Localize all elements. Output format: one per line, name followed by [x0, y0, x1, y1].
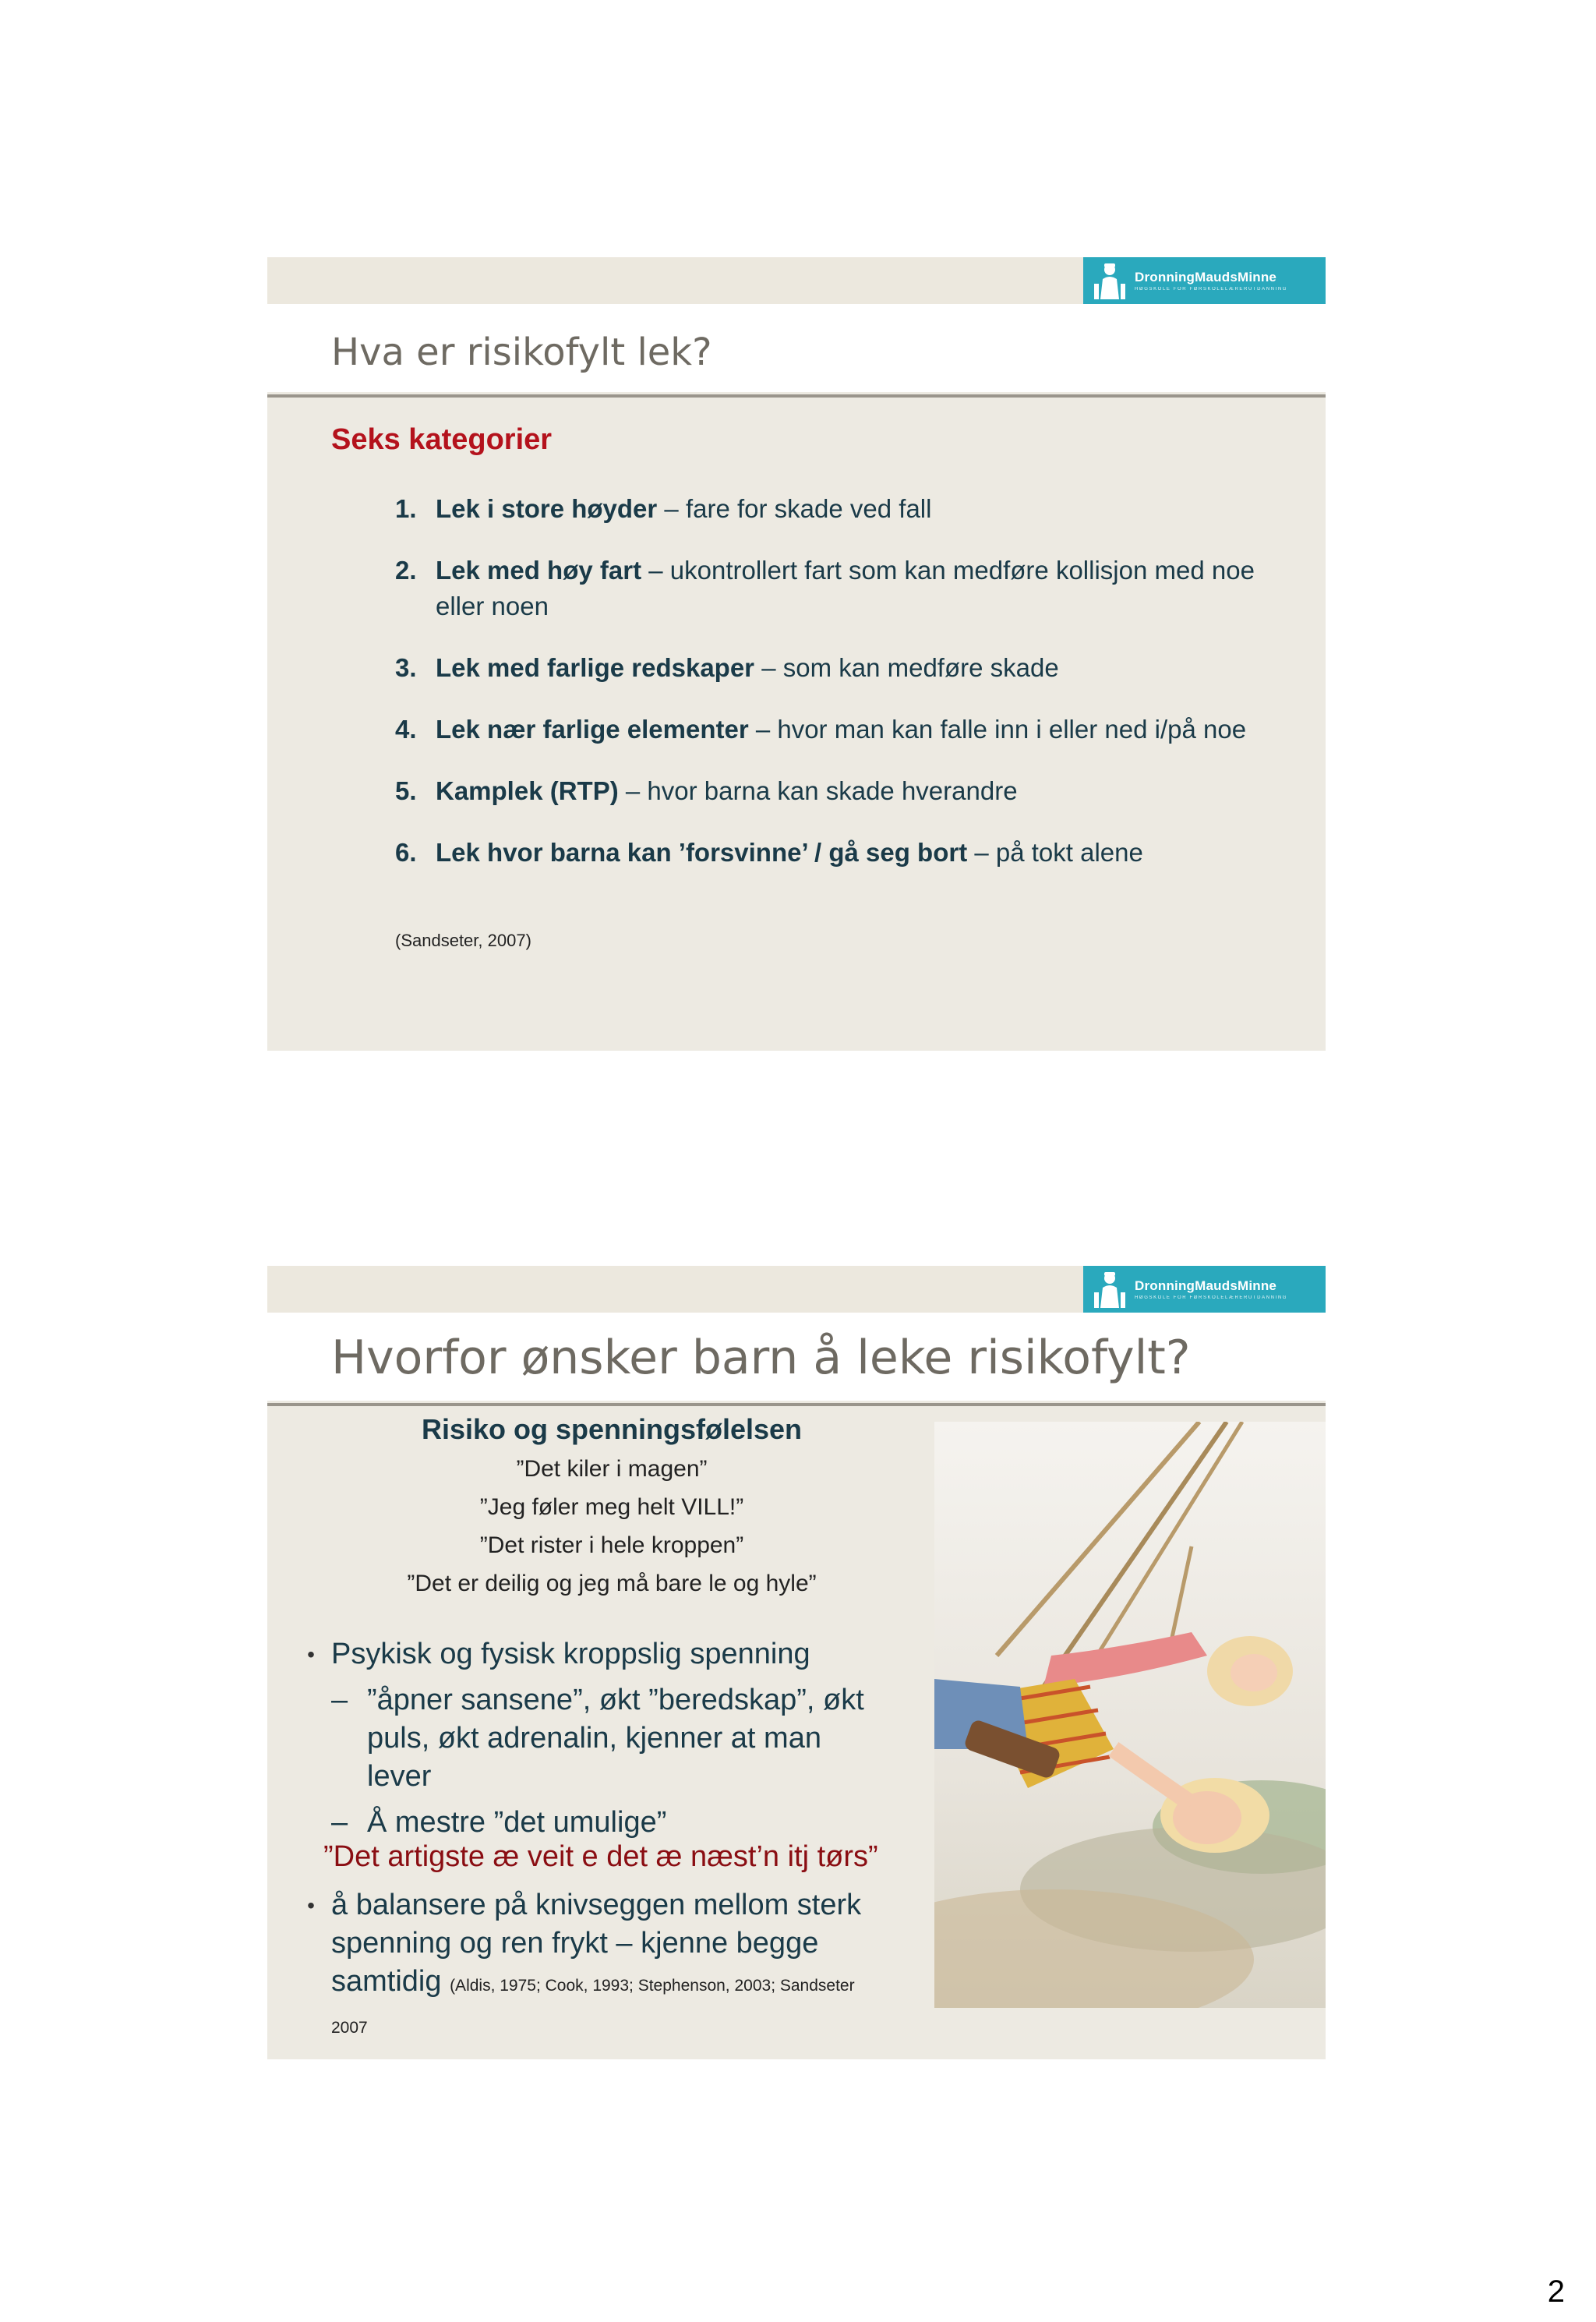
item-title: Lek nær farlige elementer — [436, 715, 749, 744]
title-divider — [267, 394, 1326, 398]
subheading: Risiko og spenningsfølelsen — [421, 1413, 803, 1445]
list-item — [395, 491, 1276, 527]
list-item — [395, 773, 1276, 809]
slide-2 — [267, 1266, 1326, 2059]
sub-bullet-item — [331, 1804, 891, 1842]
dash-icon: – — [331, 1684, 348, 1716]
child-quote: ”Jeg føler meg helt VILL!” — [479, 1494, 744, 1520]
logo-name: DronningMaudsMinne — [1135, 1278, 1277, 1293]
children-on-swing-photo — [934, 1422, 1326, 2008]
slide-1 — [267, 257, 1326, 1051]
item-description: – ukontrollert fart som kan medføre kollisjon med noe eller noen — [436, 556, 1255, 620]
bullet-item — [291, 1886, 891, 2047]
bullet-list-2 — [291, 1886, 891, 2047]
highlight-quote: ”Det artigste æ veit e det æ næst’n itj tørs” — [323, 1840, 878, 1873]
bullet-list-1 — [291, 1635, 891, 1842]
dash-icon: – — [331, 1806, 348, 1839]
citation: (Sandseter, 2007) — [395, 931, 531, 950]
item-description: – hvor man kan falle inn i eller ned i/på noe — [748, 715, 1247, 744]
logo-subtitle: HØGSKOLE FOR FØRSKOLELÆRERUTDANNING — [1135, 287, 1288, 292]
item-number: 5. — [395, 776, 417, 805]
child-quote: ”Det kiler i magen” — [516, 1456, 708, 1482]
item-number: 1. — [395, 494, 417, 523]
bullet-text: å balansere på knivseggen mellom sterk spenning og ren frykt – kjenne begge samtidig — [331, 1889, 862, 1998]
logo-subtitle: HØGSKOLE FOR FØRSKOLELÆRERUTDANNING — [1135, 1295, 1288, 1300]
item-title: Lek med farlige redskaper — [436, 653, 755, 682]
logo-figure-icon — [1089, 260, 1130, 301]
slide-title: Hvorfor ønsker barn å leke risikofylt? — [331, 1331, 1191, 1385]
item-number: 3. — [395, 653, 417, 682]
logo-dronning-mauds-minne — [1083, 1266, 1326, 1313]
item-title: Lek i store høyder — [436, 494, 658, 523]
sub-bullet-text: Å mestre ”det umulige” — [367, 1806, 667, 1839]
item-description: – som kan medføre skade — [754, 653, 1059, 682]
list-item — [395, 712, 1276, 747]
item-title: Lek hvor barna kan ’forsvinne’ / gå seg bort — [436, 838, 968, 867]
item-title: Lek med høy fart — [436, 556, 642, 585]
page-number: 2 — [1547, 2274, 1565, 2309]
sub-bullet-item — [331, 1681, 891, 1796]
item-number: 6. — [395, 838, 417, 867]
child-quote: ”Det er deilig og jeg må bare le og hyle” — [407, 1571, 817, 1596]
feelings-block — [331, 1409, 892, 1603]
bullet-icon: • — [307, 1642, 315, 1666]
bullet-icon: • — [307, 1893, 315, 1917]
list-item — [395, 835, 1276, 871]
logo-name: DronningMaudsMinne — [1135, 270, 1277, 285]
bullet-item — [291, 1635, 891, 1673]
item-description: – hvor barna kan skade hverandre — [618, 776, 1018, 805]
list-item — [395, 650, 1276, 686]
citation: (Aldis, 1975; Cook, 1993; Stephenson, 2003; Sandseter 2007 — [331, 1977, 855, 2037]
bullet-text: Psykisk og fysisk kroppslig spenning — [331, 1638, 810, 1670]
logo-dronning-mauds-minne — [1083, 257, 1326, 304]
list-item — [395, 553, 1276, 624]
item-description: – fare for skade ved fall — [657, 494, 932, 523]
item-description: – på tokt alene — [967, 838, 1143, 867]
child-quote: ”Det rister i hele kroppen” — [479, 1532, 744, 1558]
item-number: 2. — [395, 556, 417, 585]
slide-title: Hva er risikofylt lek? — [331, 330, 712, 374]
subheading: Seks kategorier — [331, 423, 553, 456]
item-title: Kamplek (RTP) — [436, 776, 619, 805]
title-divider — [267, 1403, 1326, 1406]
logo-figure-icon — [1089, 1269, 1130, 1309]
sub-bullet-text: ”åpner sansene”, økt ”beredskap”, økt puls, økt adrenalin, kjenner at man lever — [367, 1684, 864, 1793]
item-number: 4. — [395, 715, 417, 744]
category-list — [395, 491, 1276, 896]
